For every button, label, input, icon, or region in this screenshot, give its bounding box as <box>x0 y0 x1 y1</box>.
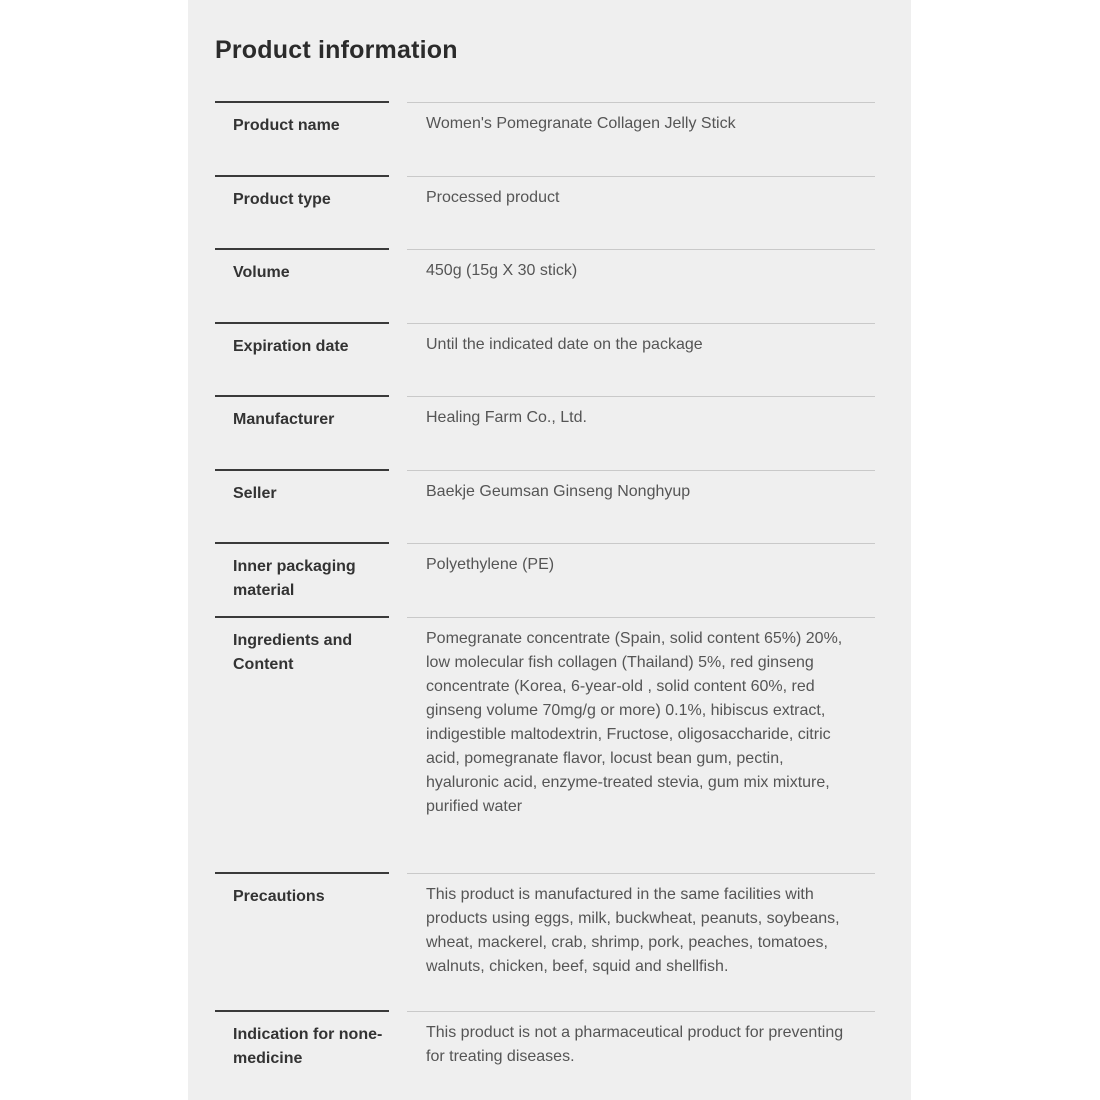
row-label: Product type <box>233 190 331 208</box>
row-label: Ingredients and Content <box>233 631 353 673</box>
row-label: Volume <box>233 264 290 281</box>
row-label: Seller <box>233 484 277 502</box>
row-value: Processed product <box>426 188 560 206</box>
row-label: Product name <box>233 117 340 134</box>
row-value: This product is manufactured in the same facilities with products using eggs, milk, buckwheat, peanuts, soybeans, wheat, mackerel, crab, shrimp, pork, peaches, tomatoes, walnuts, chicken, beef, squid and shellfish. <box>426 885 840 975</box>
row-value: Baekje Geumsan Ginseng Nonghyup <box>426 482 691 500</box>
row-manufacturer <box>215 395 875 469</box>
row-value: Until the indicated date on the package <box>426 335 703 353</box>
product-info-panel <box>188 0 911 1100</box>
row-value: This product is not a pharmaceutical product for preventing for treating diseases. <box>426 1023 844 1065</box>
row-product-name <box>215 101 875 175</box>
row-label: Expiration date <box>233 337 349 355</box>
row-volume <box>215 248 875 322</box>
row-indication <box>215 1010 875 1090</box>
row-ingredients <box>215 616 875 872</box>
row-value: Women's Pomegranate Collagen Jelly Stick <box>426 115 736 132</box>
row-label: Manufacturer <box>233 411 335 428</box>
row-value: Healing Farm Co., Ltd. <box>426 409 587 426</box>
row-label: Precautions <box>233 887 325 905</box>
row-seller <box>215 469 875 543</box>
row-value: 450g (15g X 30 stick) <box>426 262 578 279</box>
row-value: Polyethylene (PE) <box>426 556 555 573</box>
page-title: Product information <box>215 36 458 64</box>
row-expiration-date <box>215 322 875 396</box>
row-value: Pomegranate concentrate (Spain, solid content 65%) 20%, low molecular fish collagen (Thailand) 5%, red ginseng concentrate (Korea, 6-year-old , solid content 60%, red ginseng volume 70mg/g or more) 0.1%, hibiscus extract, indigestible maltodextrin, Fructose, oligosaccharide, citric acid, pomegranate flavor, locust bean gum, pectin, hyaluronic acid, enzyme-treated stevia, gum mix mixture, purified water <box>426 629 843 815</box>
row-precautions <box>215 872 875 1010</box>
product-info-table <box>215 101 875 1090</box>
row-product-type <box>215 175 875 249</box>
row-label: Inner packaging material <box>233 558 356 599</box>
row-label: Indication for none-medicine <box>233 1025 383 1067</box>
row-inner-packaging <box>215 542 875 616</box>
